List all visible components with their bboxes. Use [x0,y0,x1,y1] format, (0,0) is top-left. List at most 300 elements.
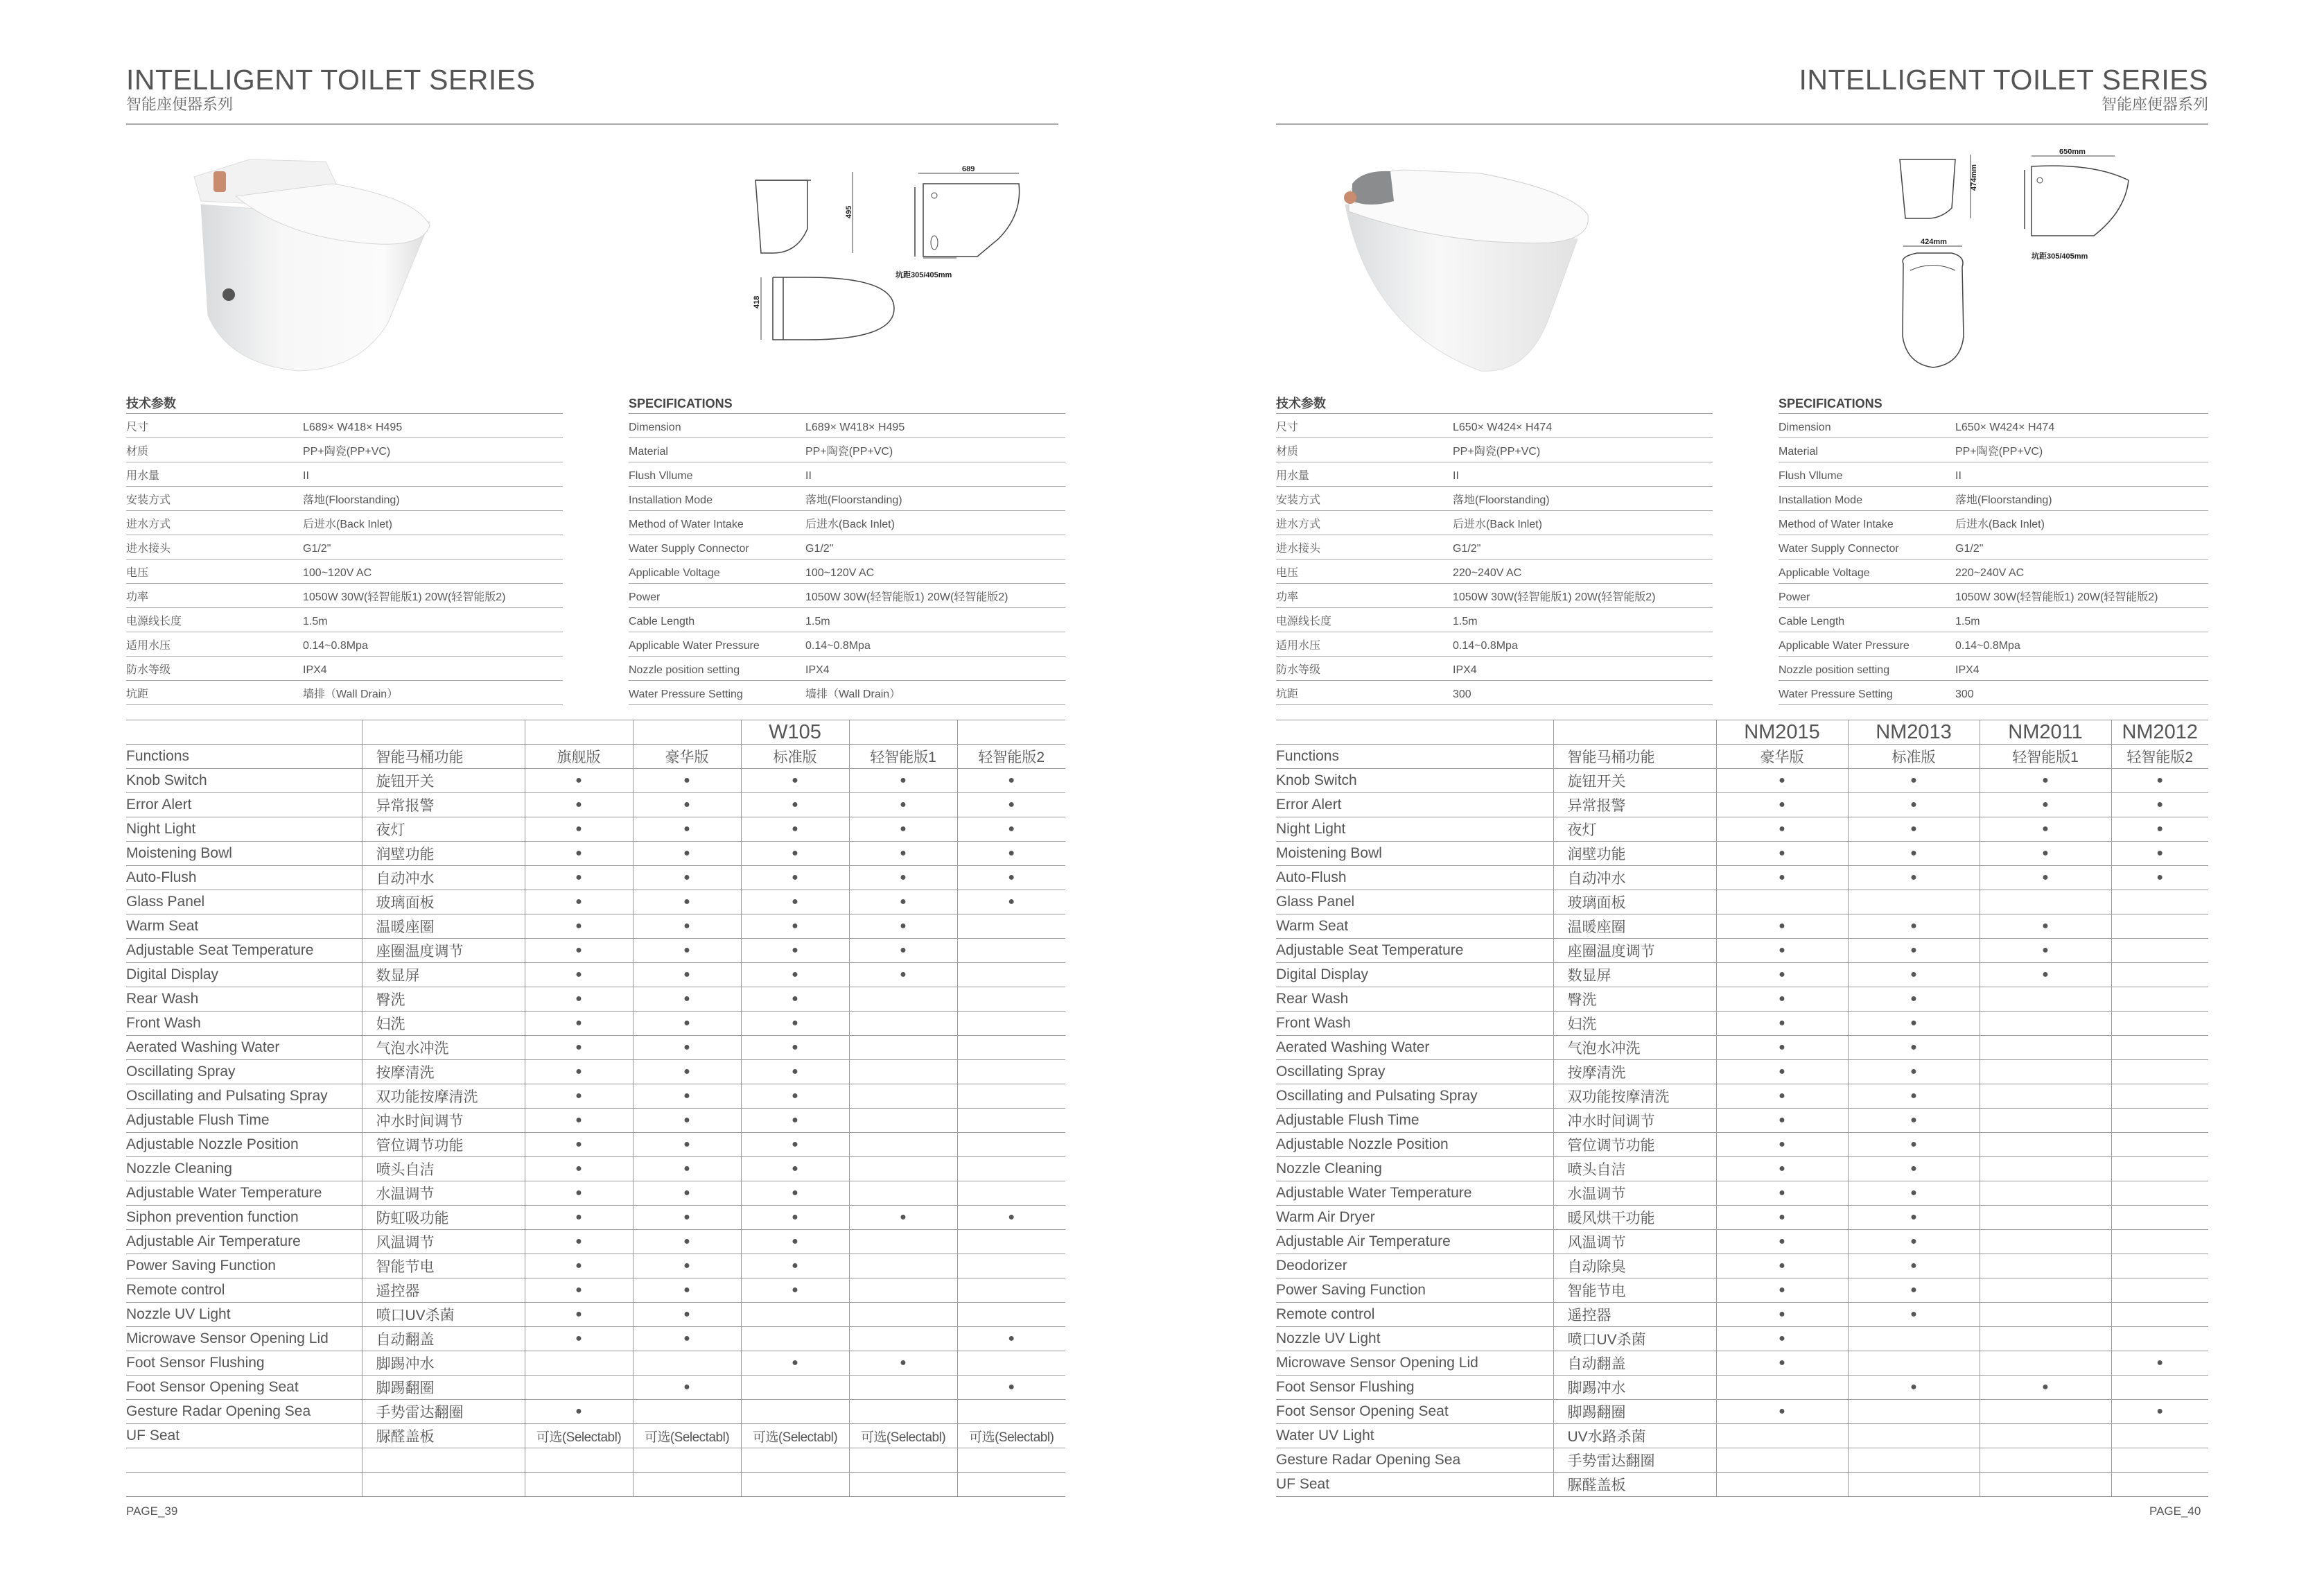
table-row [126,1278,1065,1303]
table-row [126,817,1065,842]
table-row [126,914,1065,939]
feature-cell [1980,1351,2111,1376]
feature-dot: ● [741,1060,849,1084]
feature-cell [1848,1400,1980,1424]
function-name-en: UF Seat [126,1424,362,1448]
spec-value: 300 [1955,688,1974,700]
feature-dot: ● [1716,939,1848,963]
table-row [126,1448,1065,1473]
spec-value: II [303,470,309,482]
function-name-cn: 风温调节 [362,1230,525,1254]
table-row [1276,1254,2208,1278]
feature-dot: ● [1848,1133,1980,1157]
spec-row [629,414,1065,438]
function-name-en: Foot Sensor Opening Seat [126,1376,362,1400]
spec-row [126,584,563,608]
feature-dot: ● [1848,842,1980,866]
feature-cell [1848,1473,1980,1497]
feature-dot: ● [1716,1084,1848,1109]
table-row [1276,914,2208,939]
rough-in-dimension: 坑距305/405mm [895,271,952,279]
spec-label: 功率 [1276,591,1299,603]
header-row [1276,745,2208,769]
function-name-cn: 双功能按摩清洗 [1553,1084,1716,1109]
feature-dot: ● [741,914,849,939]
feature-cell [2111,939,2208,963]
spec-row [126,414,563,438]
feature-cell [741,1448,849,1473]
function-name-en: Auto-Flush [126,866,362,890]
page-header [1276,64,2208,114]
table-row [1276,1424,2208,1448]
spec-value: 后进水(Back Inlet) [1955,519,2045,530]
feature-dot: ● [1716,1327,1848,1351]
spec-heading-cn: 技术参数 [1276,394,1713,414]
spec-row [126,560,563,584]
feature-dot: ● [2111,817,2208,842]
feature-dot: ● [525,1278,633,1303]
table-row [1276,1303,2208,1327]
feature-dot: ● [633,1376,741,1400]
spec-value: 落地(Floorstanding) [1955,494,2052,506]
feature-cell [2111,1036,2208,1060]
spec-value: 0.14~0.8Mpa [805,640,871,652]
feature-cell [2111,1109,2208,1133]
spec-label: Installation Mode [1779,494,1862,506]
feature-cell [1848,1424,1980,1448]
function-name-en: Knob Switch [1276,769,1553,793]
feature-dot: ● [2111,769,2208,793]
series-subtitle: 智能座便器系列 [2101,96,2208,113]
spec-label: Dimension [1779,422,1831,433]
spec-label: Installation Mode [629,494,713,506]
function-name-cn: 臀洗 [1553,987,1716,1012]
function-name-en: Aerated Washing Water [1276,1036,1553,1060]
feature-cell [849,1036,957,1060]
function-name-cn: 喷头自洁 [362,1157,525,1181]
function-name-cn: 风温调节 [1553,1230,1716,1254]
feature-dot: ● [633,1133,741,1157]
function-name-cn: 水温调节 [362,1181,525,1206]
spec-value: 100~120V AC [805,567,875,579]
depth-dimension: 424mm [1921,238,1947,246]
feature-dot: ● [1848,866,1980,890]
feature-dot: ● [1716,1230,1848,1254]
feature-dot: ● [633,1303,741,1327]
function-name-en: Digital Display [1276,963,1553,987]
function-name-cn: UV水路杀菌 [1553,1424,1716,1448]
spec-value: II [1453,470,1459,482]
feature-cell [1980,987,2111,1012]
spec-label: Nozzle position setting [629,664,740,676]
feature-cell [849,1181,957,1206]
feature-dot: ● [525,817,633,842]
model-name [362,720,525,745]
feature-dot: ● [741,1084,849,1109]
spec-row [1779,511,2208,535]
height-dimension: 495 [845,205,853,218]
spec-label: 坑距 [126,688,149,700]
table-row [1276,1351,2208,1376]
feature-dot: ● [633,1012,741,1036]
spec-value: L689× W418× H495 [805,422,905,433]
feature-dot: ● [1716,793,1848,817]
spec-value: 100~120V AC [303,567,372,579]
table-row [1276,1060,2208,1084]
feature-dot: ● [525,1206,633,1230]
feature-cell [957,1448,1065,1473]
table-row [1276,1133,2208,1157]
spec-value: G1/2" [805,543,834,555]
feature-cell [525,1376,633,1400]
function-name-cn: 防虹吸功能 [362,1206,525,1230]
feature-cell [741,1303,849,1327]
function-name-cn: 手势雷达翻圈 [362,1400,525,1424]
table-row [1276,1400,2208,1424]
feature-dot: ● [2111,866,2208,890]
function-name-cn: 妇洗 [362,1012,525,1036]
table-row [1276,1012,2208,1036]
feature-cell [957,1351,1065,1376]
spec-label: Method of Water Intake [629,519,744,530]
model-name [957,720,1065,745]
function-name-cn: 自动冲水 [1553,866,1716,890]
spec-row [1276,608,1713,632]
spec-label: 进水接头 [126,543,171,555]
model-name: W105 [741,720,849,745]
table-row [126,1376,1065,1400]
spec-value: 后进水(Back Inlet) [303,519,392,530]
feature-cell [1980,1036,2111,1060]
spec-row [1779,657,2208,681]
function-name-cn: 妇洗 [1553,1012,1716,1036]
table-row [126,1181,1065,1206]
feature-dot: ● [633,1060,741,1084]
feature-cell [1980,1327,2111,1351]
feature-dot: ● [741,769,849,793]
table-row [126,1012,1065,1036]
function-name-cn: 暖风烘干功能 [1553,1206,1716,1230]
function-name-cn: 玻璃面板 [1553,890,1716,914]
table-row [126,1254,1065,1278]
table-row [1276,1084,2208,1109]
spec-value: IPX4 [1453,664,1477,676]
function-name-cn: 管位调节功能 [1553,1133,1716,1157]
spec-row [1779,438,2208,462]
spec-label: Water Pressure Setting [1779,688,1893,700]
spec-label: 材质 [1276,446,1299,458]
feature-dot: ● [525,1400,633,1424]
feature-dot: ● [1848,1084,1980,1109]
feature-dot: ● [525,890,633,914]
feature-cell [849,987,957,1012]
spec-label: 功率 [126,591,149,603]
table-row [1276,1181,2208,1206]
feature-cell [957,1157,1065,1181]
feature-dot: ● [741,793,849,817]
spec-row [1779,535,2208,560]
feature-dot: ● [957,842,1065,866]
table-row [1276,1376,2208,1400]
rough-in-dimension: 坑距305/405mm [2032,252,2088,261]
feature-dot: ● [525,1303,633,1327]
function-name-cn: 臀洗 [362,987,525,1012]
table-row [126,890,1065,914]
feature-dot: ● [525,1036,633,1060]
function-name-en: Adjustable Air Temperature [126,1230,362,1254]
series-subtitle: 智能座便器系列 [126,96,234,113]
feature-dot: ● [1848,1376,1980,1400]
function-name-cn: 脚踢翻圈 [362,1376,525,1400]
spec-label: 安装方式 [126,494,171,506]
feature-cell [1716,1376,1848,1400]
table-row [1276,890,2208,914]
spec-table-en [629,394,1065,705]
function-name-cn: 座圈温度调节 [1553,939,1716,963]
feature-dot: ● [1980,793,2111,817]
spec-value: PP+陶瓷(PP+VC) [303,446,391,458]
spec-row [629,681,1065,705]
feature-cell [849,1012,957,1036]
column-header: 轻智能版2 [957,745,1065,769]
feature-cell [1980,1448,2111,1473]
function-name-en: Oscillating and Pulsating Spray [1276,1084,1553,1109]
feature-cell [1980,1400,2111,1424]
spec-label: Applicable Voltage [1779,567,1870,579]
feature-dot: ● [1848,1012,1980,1036]
spec-value: 1.5m [1955,616,1980,627]
feature-dot: ● [1980,1376,2111,1400]
spec-row [629,462,1065,487]
spec-row [629,438,1065,462]
series-title: INTELLIGENT TOILET SERIES [1799,64,2208,96]
spec-value: IPX4 [805,664,830,676]
table-row [126,1303,1065,1327]
feature-cell [1980,1206,2111,1230]
feature-cell [633,1400,741,1424]
table-row [126,1327,1065,1351]
spec-label: Applicable Water Pressure [629,640,760,652]
feature-dot: ● [633,914,741,939]
feature-cell [957,1084,1065,1109]
spec-row [126,438,563,462]
function-name-en: Oscillating Spray [1276,1060,1553,1084]
feature-dot: ● [741,1351,849,1376]
feature-cell [957,1230,1065,1254]
spec-label: Flush Vllume [629,470,693,482]
feature-cell [849,1376,957,1400]
function-name-cn: 水温调节 [1553,1181,1716,1206]
spec-label: Applicable Voltage [629,567,720,579]
spec-label: Cable Length [1779,616,1845,627]
function-name-en: Adjustable Flush Time [126,1109,362,1133]
spec-label: 电压 [126,567,149,579]
feature-cell [633,1448,741,1473]
function-name-en: UF Seat [1276,1473,1553,1497]
function-name-cn: 按摩清洗 [362,1060,525,1084]
spec-label: 安装方式 [1276,494,1321,506]
spec-row [1276,462,1713,487]
column-header: 豪华版 [633,745,741,769]
function-name-en: Nozzle UV Light [1276,1327,1553,1351]
column-header: 旗舰版 [525,745,633,769]
spec-row [126,632,563,657]
feature-cell [2111,1327,2208,1351]
feature-cell [957,1254,1065,1278]
function-name-cn: 温暖座圈 [362,914,525,939]
spec-row [1779,584,2208,608]
feature-cell [741,1327,849,1351]
feature-dot: ● [741,1254,849,1278]
function-name-cn: 气泡水冲洗 [362,1036,525,1060]
function-name-en: Front Wash [1276,1012,1553,1036]
feature-cell [849,1109,957,1133]
function-name-cn: 玻璃面板 [362,890,525,914]
function-name-cn [362,1473,525,1497]
function-name-en: Gesture Radar Opening Sea [126,1400,362,1424]
function-name-cn: 喷头自洁 [1553,1157,1716,1181]
feature-cell [1980,1133,2111,1157]
feature-dot: ● [1980,963,2111,987]
function-name-cn: 气泡水冲洗 [1553,1036,1716,1060]
feature-dot: ● [1848,1109,1980,1133]
spec-label: Material [1779,446,1818,458]
feature-dot: ● [633,1157,741,1181]
spec-label: Material [629,446,668,458]
feature-dot: ● [1848,817,1980,842]
feature-dot: ● [849,1206,957,1230]
feature-cell [1848,1351,1980,1376]
table-row [1276,1206,2208,1230]
function-name-en: Front Wash [126,1012,362,1036]
feature-dot: ● [525,963,633,987]
feature-cell [849,1400,957,1424]
function-name-en: Microwave Sensor Opening Lid [126,1327,362,1351]
column-header: 标准版 [741,745,849,769]
table-row [1276,963,2208,987]
feature-dot: ● [1848,1278,1980,1303]
spec-row [1276,487,1713,511]
function-name-cn: 异常报警 [1553,793,1716,817]
function-name-en: Siphon prevention function [126,1206,362,1230]
feature-cell [1980,1181,2111,1206]
spec-label: 适用水压 [1276,640,1321,652]
feature-dot: ● [1848,1230,1980,1254]
function-name-cn: 温暖座圈 [1553,914,1716,939]
feature-optional: 可选(Selectabl) [957,1424,1065,1448]
spec-value: 墙排（Wall Drain） [303,688,399,700]
feature-dot: ● [633,1084,741,1109]
spec-label: 防水等级 [1276,664,1321,676]
spec-label: 用水量 [126,470,160,482]
feature-dot: ● [525,987,633,1012]
table-row [1276,1036,2208,1060]
spec-row [629,487,1065,511]
feature-dot: ● [1716,1060,1848,1084]
function-name-en: Digital Display [126,963,362,987]
column-header: 豪华版 [1716,745,1848,769]
function-name-cn: 旋钮开关 [1553,769,1716,793]
function-name-cn: 冲水时间调节 [1553,1109,1716,1133]
feature-dot: ● [1848,1181,1980,1206]
function-name-en: Auto-Flush [1276,866,1553,890]
function-name-en: Adjustable Water Temperature [126,1181,362,1206]
spec-value: 220~240V AC [1453,567,1522,579]
feature-cell [525,1473,633,1497]
function-name-en: Gesture Radar Opening Sea [1276,1448,1553,1473]
function-name-en: Rear Wash [126,987,362,1012]
feature-cell [957,1060,1065,1084]
feature-cell [1980,1254,2111,1278]
spec-value: 0.14~0.8Mpa [1955,640,2020,652]
feature-cell [1980,890,2111,914]
model-name [1553,720,1716,745]
feature-cell [1848,890,1980,914]
spec-label: 适用水压 [126,640,171,652]
spec-label: 进水接头 [1276,543,1321,555]
feature-cell [1716,1448,1848,1473]
feature-cell [1980,1303,2111,1327]
model-name: NM2011 [1980,720,2111,745]
column-header: 智能马桶功能 [362,745,525,769]
header-row [126,745,1065,769]
table-row [126,1230,1065,1254]
spec-label: 电压 [1276,567,1299,579]
feature-dot: ● [741,842,849,866]
feature-dot: ● [633,939,741,963]
feature-dot: ● [2111,1351,2208,1376]
function-name-cn: 脚踢翻圈 [1553,1400,1716,1424]
function-name-en: Error Alert [126,793,362,817]
table-row [126,1424,1065,1448]
function-name-cn: 手势雷达翻圈 [1553,1448,1716,1473]
feature-dot: ● [1848,1157,1980,1181]
feature-dot: ● [1716,1157,1848,1181]
function-name-en: Adjustable Seat Temperature [126,939,362,963]
feature-dot: ● [1716,1351,1848,1376]
function-name-cn: 自动冲水 [362,866,525,890]
spec-row [629,657,1065,681]
spec-value: PP+陶瓷(PP+VC) [1955,446,2043,458]
spec-label: 电源线长度 [1276,616,1332,627]
function-name-en: Adjustable Nozzle Position [1276,1133,1553,1157]
function-name-en: Moistening Bowl [1276,842,1553,866]
spec-label: Water Pressure Setting [629,688,743,700]
feature-cell [2111,1060,2208,1084]
feature-cell [2111,890,2208,914]
feature-dot: ● [957,890,1065,914]
spec-value: L650× W424× H474 [1453,422,1553,433]
feature-dot: ● [849,817,957,842]
function-name-en: Nozzle Cleaning [126,1157,362,1181]
feature-cell [849,1157,957,1181]
feature-cell [2111,1230,2208,1254]
table-row [1276,987,2208,1012]
spec-row [1276,681,1713,705]
page-number: PAGE_40 [2149,1504,2201,1518]
feature-dot: ● [633,817,741,842]
feature-dot: ● [849,914,957,939]
feature-dot: ● [633,1254,741,1278]
feature-dot: ● [633,1036,741,1060]
feature-dot: ● [849,842,957,866]
table-row [126,987,1065,1012]
spec-value: II [1955,470,1962,482]
table-row [1276,1327,2208,1351]
page-40 [1162,0,2324,1587]
model-name [633,720,741,745]
feature-cell [1980,1012,2111,1036]
